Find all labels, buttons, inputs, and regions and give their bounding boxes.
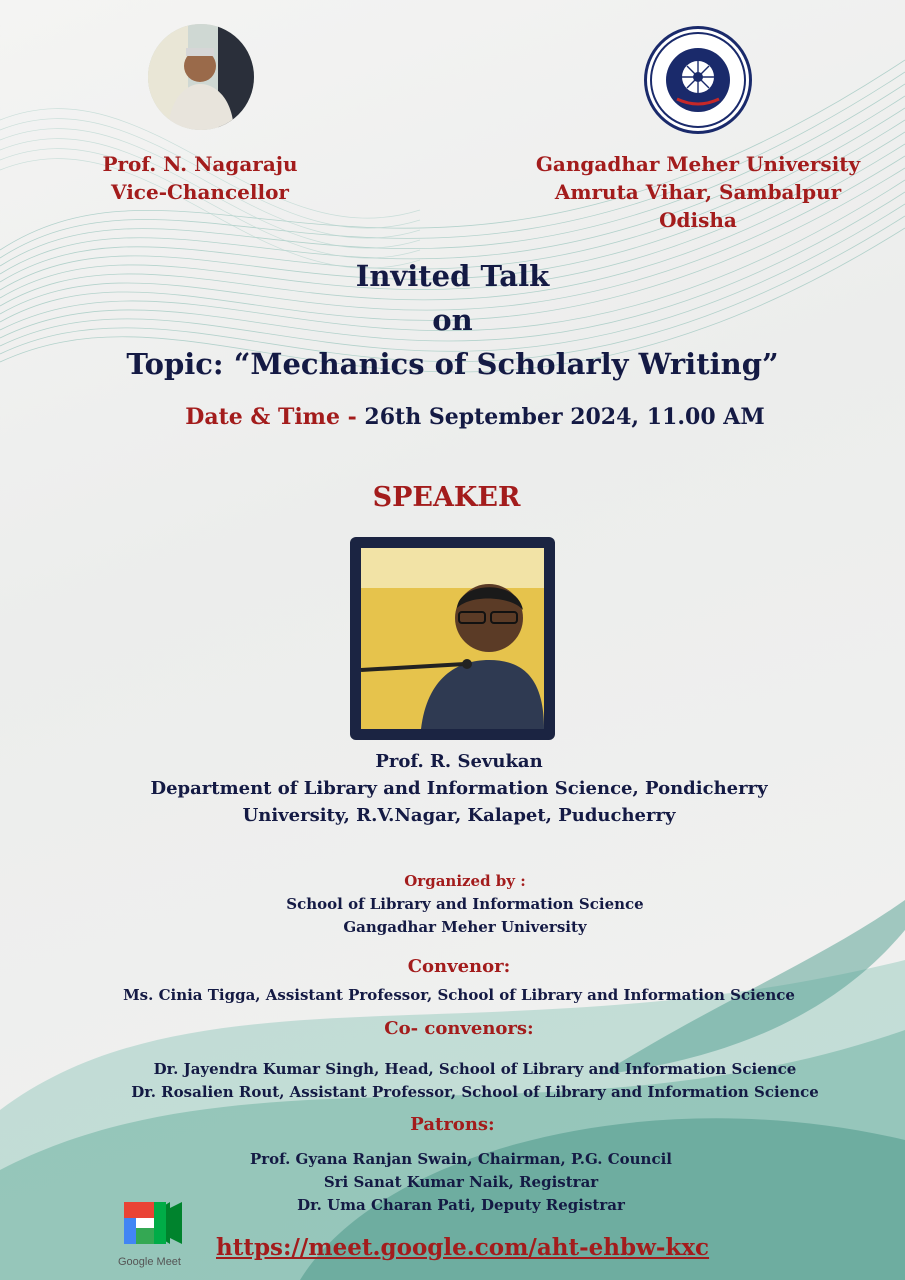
co-convenor-1: Dr. Jayendra Kumar Singh, Head, School of Library and Information Science: [153, 1060, 797, 1078]
speaker-affiliation-line1: Department of Library and Information Science, Pondicherry: [150, 778, 768, 799]
speaker-name: Prof. R. Sevukan: [375, 751, 543, 772]
vice-chancellor-name: Prof. N. Nagaraju: [102, 152, 298, 176]
date-time-separator: -: [339, 404, 365, 430]
university-state: Odisha: [659, 208, 737, 232]
speaker-heading: SPEAKER: [372, 482, 521, 513]
convenor-name: Ms. Cinia Tigga, Assistant Professor, School of Library and Information Science: [123, 986, 795, 1004]
speaker-affiliation-line2: University, R.V.Nagar, Kalapet, Puducherry: [242, 805, 676, 826]
vice-chancellor-block: [70, 150, 330, 206]
convenor-label: Convenor:: [407, 956, 511, 977]
talk-topic: Topic: “Mechanics of Scholarly Writing”: [126, 347, 779, 381]
organized-by-label: Organized by :: [404, 872, 526, 890]
organized-by-block: [0, 870, 905, 939]
co-convenor-2: Dr. Rosalien Rout, Assistant Professor, School of Library and Information Science: [131, 1083, 819, 1101]
university-seal-logo: [644, 26, 752, 134]
organized-by-school: School of Library and Information Science: [286, 895, 644, 913]
co-convenors-list: [0, 1058, 905, 1104]
convenor-block: [0, 953, 905, 1009]
talk-line-on: on: [432, 303, 473, 337]
speaker-details: [0, 748, 905, 829]
patron-1: Prof. Gyana Ranjan Swain, Chairman, P.G. Council: [250, 1150, 672, 1168]
vice-chancellor-photo: [148, 24, 254, 130]
patron-2: Sri Sanat Kumar Naik, Registrar: [323, 1173, 599, 1191]
co-convenors-label: Co- convenors:: [384, 1018, 534, 1039]
talk-heading: [0, 254, 905, 386]
date-time-line: [60, 402, 890, 432]
google-meet-icon: [118, 1198, 190, 1248]
google-meet-label: Google Meet: [118, 1256, 181, 1268]
vice-chancellor-title: Vice-Chancellor: [111, 180, 289, 204]
university-name: Gangadhar Meher University: [535, 152, 861, 176]
patrons-label: Patrons:: [410, 1114, 495, 1135]
speaker-photo-frame: [350, 537, 555, 740]
talk-line-invited: Invited Talk: [355, 259, 550, 293]
date-time-label: Date & Time: [185, 404, 340, 430]
organized-by-university: Gangadhar Meher University: [343, 918, 587, 936]
university-block: [498, 150, 898, 234]
google-meet-logo: [118, 1198, 190, 1268]
speaker-photo: [361, 548, 544, 729]
patron-3: Dr. Uma Charan Pati, Deputy Registrar: [297, 1196, 625, 1214]
university-address: Amruta Vihar, Sambalpur: [554, 180, 842, 204]
date-time-value: 26th September 2024, 11.00 AM: [364, 404, 765, 430]
meeting-link[interactable]: https://meet.google.com/aht-ehbw-kxc: [216, 1234, 710, 1261]
